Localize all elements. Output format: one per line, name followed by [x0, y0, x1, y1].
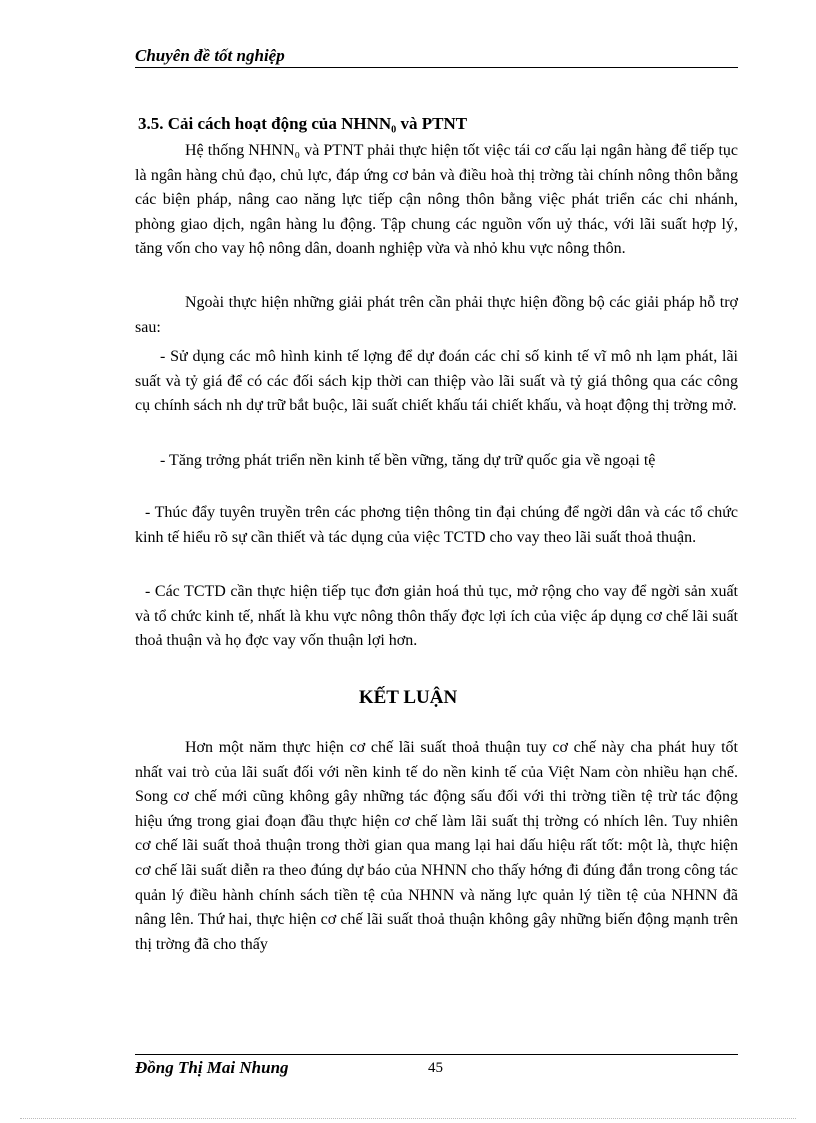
bullet-sustainable-growth: - Tăng trởng phát triển nền kinh tế bền vững, tăng dự trữ quốc gia về ngoại tệ [160, 452, 656, 469]
footer-divider [135, 1054, 738, 1055]
conclusion-paragraph: Hơn một năm thực hiện cơ chế lãi suất thoả thuận tuy cơ chế này cha phát huy tốt nhất vai trò của lãi suất đối với nền kinh tế do nền kinh tế của Việt Nam còn nhiều hạn chế. Song cơ chế mới cũng không gây những tác động sấu đối với thi trờng tiền tệ trừ tác động hiệu ứng trong giai đoạn đầu thực hiện cơ chế làm lãi suất thị trờng có nhích lên. Tuy nhiên cơ chế lãi suất thoả thuận trong thời gian qua mang lại hai dấu hiệu rất tốt: một là, thực hiện cơ chế lãi suất diễn ra theo đúng dự báo của NHNN cho thấy hớng đi đúng đắn trong công tác quản lý điều hành chính sách tiền tệ của NHNN và năng lực quản lý tiền tệ của NHNN đã nâng lên. Thứ hai, thực hiện cơ chế lãi suất thoả thuận không gây những biến động mạnh trên thị trờng đã cho thấy [135, 739, 738, 953]
page-bottom-edge [20, 1118, 796, 1119]
paragraph-restructuring: Hệ thống NHNN₀ và PTNT phải thực hiện tốt việc tái cơ cấu lại ngân hàng để tiếp tục là ngân hàng chủ đạo, chủ lực, đáp ứng cơ bản và điều hoà thị trờng tài chính nông thôn bằng các biện pháp, nâng cao năng lực tiếp cận nông thôn bằng việc phát triển các chi nhánh, phòng giao dịch, ngân hàng lu động. Tập chung các nguồn vốn uỷ thác, với lãi suất hợp lý, tăng vốn cho vay hộ nông dân, doanh nghiệp vừa và nhỏ khu vực nông thôn. [135, 142, 738, 258]
bullet-simplify-procedures: - Các TCTD cần thực hiện tiếp tục đơn giản hoá thủ tục, mở rộng cho vay để ngời sản xuất và tổ chức kinh tế, nhất là khu vực nông thôn thấy đợc lợi ích của việc áp dụng cơ chế lãi suất thoả thuận và họ đợc vay vốn thuận lợi hơn. [135, 583, 738, 650]
bullet-media-promotion: - Thúc đẩy tuyên truyền trên các phơng tiện thông tin đại chúng để ngời dân và các tổ chức kinh tế hiểu rõ sự cần thiết và tác dụng của việc TCTD cho vay theo lãi suất thoả thuận. [135, 504, 738, 546]
section-heading: 3.5. Cải cách hoạt động của NHNN₀ và PTNT [138, 114, 468, 133]
footer-author: Đồng Thị Mai Nhung [135, 1058, 289, 1077]
bullet-econometric-models: - Sử dụng các mô hình kinh tế lợng để dự đoán các chỉ số kinh tế vĩ mô nh lạm phát, lãi suất và tỷ giá để có các đối sách kịp thời can thiệp vào lãi suất và tỷ giá thông qua các công cụ chính sách nh dự trữ bắt buộc, lãi suất chiết khấu tái chiết khấu, và hoạt động thị trờng mở. [135, 348, 738, 415]
header-divider [135, 67, 738, 68]
conclusion-title: KẾT LUẬN [358, 687, 458, 708]
paragraph-supporting-measures: Ngoài thực hiện những giải phát trên cần phải thực hiện đồng bộ các giải pháp hỗ trợ sau: [135, 294, 738, 336]
page-number: 45 [428, 1060, 443, 1076]
header-title: Chuyên đề tốt nghiệp [135, 46, 285, 65]
